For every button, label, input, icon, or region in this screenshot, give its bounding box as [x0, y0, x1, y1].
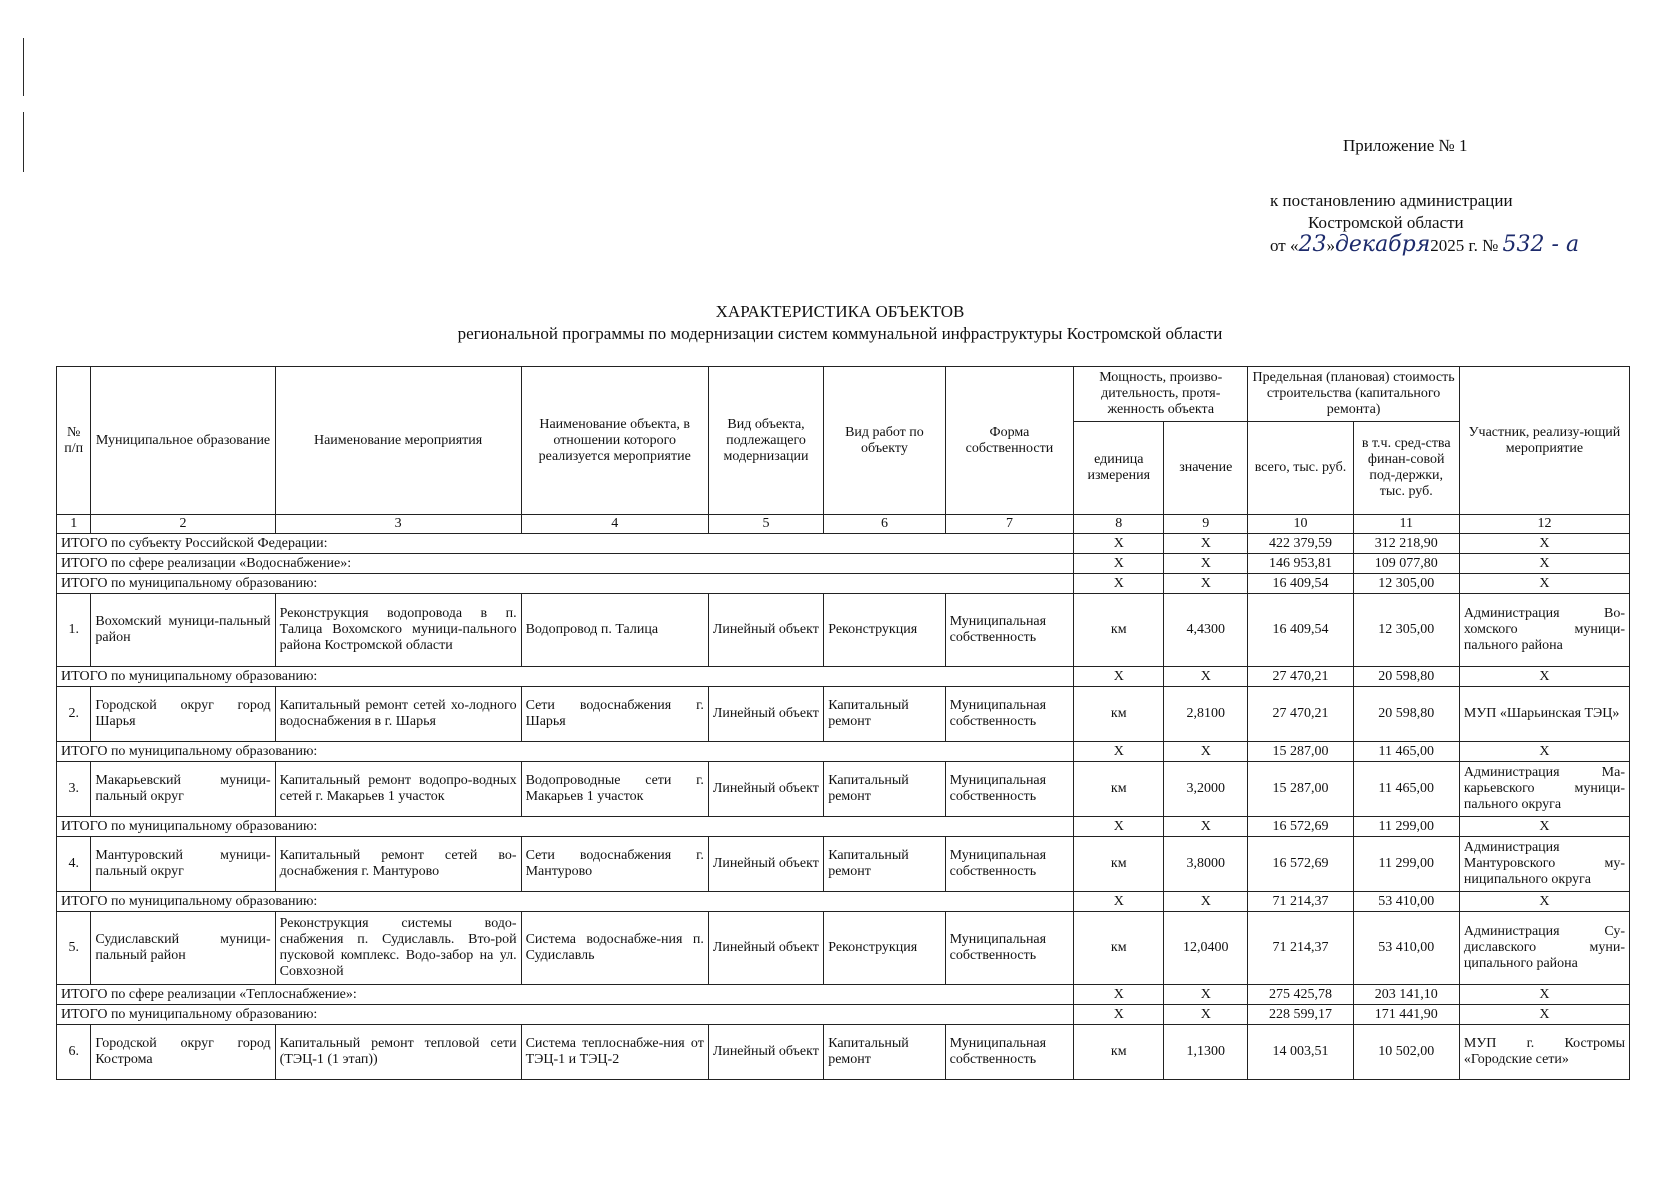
header-measure: Наименование мероприятия	[275, 367, 521, 515]
total-unit: X	[1074, 985, 1164, 1005]
unit-cell: км	[1074, 912, 1164, 985]
object-row	[57, 762, 1630, 817]
subtotal-row	[57, 667, 1630, 687]
total-support: 171 441,90	[1353, 1005, 1459, 1025]
participant-cell: МУП «Шарьинская ТЭЦ»	[1459, 687, 1629, 742]
measure-cell: Капитальный ремонт сетей во-доснабжения г. Мантурово	[275, 837, 521, 892]
unit-cell: км	[1074, 1025, 1164, 1080]
total-label: ИТОГО по муниципальному образованию:	[57, 667, 1074, 687]
total-value: X	[1164, 534, 1248, 554]
header-cost-group: Предельная (плановая) стоимость строительства (капитального ремонта)	[1248, 367, 1460, 422]
total-sum: 16 409,54	[1248, 574, 1353, 594]
column-number: 2	[91, 515, 275, 534]
object-type-cell: Линейный объект	[708, 1025, 823, 1080]
header-num: № п/п	[57, 367, 91, 515]
total-sum: 275 425,78	[1248, 985, 1353, 1005]
total-unit: X	[1074, 574, 1164, 594]
total-value: X	[1164, 667, 1248, 687]
value-cell: 12,0400	[1164, 912, 1248, 985]
object-row	[57, 1025, 1630, 1080]
ownership-cell: Муниципальная собственность	[945, 762, 1074, 817]
total-sum: 146 953,81	[1248, 554, 1353, 574]
work-type-cell: Капитальный ремонт	[824, 762, 945, 817]
measure-cell: Капитальный ремонт водопро-водных сетей г. Макарьев 1 участок	[275, 762, 521, 817]
total-sum: 422 379,59	[1248, 534, 1353, 554]
total-participant: X	[1459, 574, 1629, 594]
decree-mid: »	[1326, 236, 1335, 255]
table-body	[57, 534, 1630, 1080]
support-cost-cell: 10 502,00	[1353, 1025, 1459, 1080]
decree-month: декабря	[1334, 232, 1431, 257]
object-type-cell: Линейный объект	[708, 837, 823, 892]
total-participant: X	[1459, 892, 1629, 912]
decree-line-1: к постановлению администрации	[1270, 191, 1513, 210]
ownership-cell: Муниципальная собственность	[945, 1025, 1074, 1080]
participant-cell: Администрация Ма-карьевского муници-пального округа	[1459, 762, 1629, 817]
total-value: X	[1164, 574, 1248, 594]
header-work-type: Вид работ по объекту	[824, 367, 945, 515]
total-participant: X	[1459, 534, 1629, 554]
measure-cell: Реконструкция системы водо-снабжения п. Судиславль. Вто-рой пусковой комплекс. Водо-забор на ул. Совхозной	[275, 912, 521, 985]
object-name-cell: Сети водоснабжения г. Мантурово	[521, 837, 708, 892]
work-type-cell: Капитальный ремонт	[824, 837, 945, 892]
municipality-cell: Городской округ город Кострома	[91, 1025, 275, 1080]
column-number: 12	[1459, 515, 1629, 534]
value-cell: 3,2000	[1164, 762, 1248, 817]
total-label: ИТОГО по сфере реализации «Теплоснабжение»:	[57, 985, 1074, 1005]
object-row	[57, 912, 1630, 985]
support-cost-cell: 11 299,00	[1353, 837, 1459, 892]
header-support: в т.ч. сред-ства финан-совой под-держки, тыс. руб.	[1353, 422, 1459, 515]
total-participant: X	[1459, 985, 1629, 1005]
decree-prefix: от «	[1270, 236, 1299, 255]
total-support: 312 218,90	[1353, 534, 1459, 554]
subtotal-row	[57, 574, 1630, 594]
decree-reference	[1270, 190, 1579, 257]
decree-year: 2025 г. №	[1430, 236, 1499, 255]
total-support: 12 305,00	[1353, 574, 1459, 594]
participant-cell: Администрация Су-диславского муни-ципального района	[1459, 912, 1629, 985]
decree-line-3	[1270, 234, 1579, 257]
margin-rule-top	[23, 38, 24, 96]
decree-day: 23	[1298, 232, 1327, 257]
total-participant: X	[1459, 667, 1629, 687]
total-support: 109 077,80	[1353, 554, 1459, 574]
ownership-cell: Муниципальная собственность	[945, 837, 1074, 892]
value-cell: 1,1300	[1164, 1025, 1248, 1080]
total-cost-cell: 16 572,69	[1248, 837, 1353, 892]
appendix-title: Приложение № 1	[1343, 136, 1468, 155]
municipality-cell: Мантуровский муници-пальный округ	[91, 837, 275, 892]
column-number: 1	[57, 515, 91, 534]
total-sum: 71 214,37	[1248, 892, 1353, 912]
unit-cell: км	[1074, 687, 1164, 742]
support-cost-cell: 53 410,00	[1353, 912, 1459, 985]
total-cost-cell: 16 409,54	[1248, 594, 1353, 667]
column-number: 3	[275, 515, 521, 534]
total-participant: X	[1459, 1005, 1629, 1025]
total-value: X	[1164, 1005, 1248, 1025]
total-cost-cell: 27 470,21	[1248, 687, 1353, 742]
work-type-cell: Реконструкция	[824, 594, 945, 667]
column-number: 7	[945, 515, 1074, 534]
total-support: 53 410,00	[1353, 892, 1459, 912]
subtotal-row	[57, 817, 1630, 837]
object-name-cell: Сети водоснабжения г. Шарья	[521, 687, 708, 742]
subtotal-row	[57, 1005, 1630, 1025]
column-number: 8	[1074, 515, 1164, 534]
header-capacity-group: Мощность, произво-дительность, протя-женность объекта	[1074, 367, 1248, 422]
margin-rule-mid	[23, 112, 24, 172]
object-name-cell: Система теплоснабже-ния от ТЭЦ-1 и ТЭЦ-2	[521, 1025, 708, 1080]
total-label: ИТОГО по сфере реализации «Водоснабжение»:	[57, 554, 1074, 574]
value-cell: 3,8000	[1164, 837, 1248, 892]
total-label: ИТОГО по муниципальному образованию:	[57, 817, 1074, 837]
subtotal-row	[57, 742, 1630, 762]
ownership-cell: Муниципальная собственность	[945, 912, 1074, 985]
column-number-row	[57, 515, 1630, 534]
object-name-cell: Водопровод п. Талица	[521, 594, 708, 667]
total-participant: X	[1459, 554, 1629, 574]
header-unit: единица измерения	[1074, 422, 1164, 515]
row-number: 1.	[57, 594, 91, 667]
object-name-cell: Водопроводные сети г. Макарьев 1 участок	[521, 762, 708, 817]
total-label: ИТОГО по муниципальному образованию:	[57, 574, 1074, 594]
unit-cell: км	[1074, 762, 1164, 817]
work-type-cell: Капитальный ремонт	[824, 687, 945, 742]
total-label: ИТОГО по муниципальному образованию:	[57, 742, 1074, 762]
support-cost-cell: 20 598,80	[1353, 687, 1459, 742]
value-cell: 2,8100	[1164, 687, 1248, 742]
total-unit: X	[1074, 667, 1164, 687]
column-number: 10	[1248, 515, 1353, 534]
object-type-cell: Линейный объект	[708, 762, 823, 817]
header-object-name: Наименование объекта, в отношении которого реализуется мероприятие	[521, 367, 708, 515]
measure-cell: Капитальный ремонт сетей хо-лодного водоснабжения в г. Шарья	[275, 687, 521, 742]
decree-number: 532 - а	[1502, 232, 1580, 257]
participant-cell: Администрация Мантуровского му-ниципального округа	[1459, 837, 1629, 892]
object-type-cell: Линейный объект	[708, 594, 823, 667]
value-cell: 4,4300	[1164, 594, 1248, 667]
ownership-cell: Муниципальная собственность	[945, 594, 1074, 667]
decree-line-2: Костромской области	[1308, 213, 1464, 232]
table-header	[57, 367, 1630, 534]
row-number: 3.	[57, 762, 91, 817]
column-number: 6	[824, 515, 945, 534]
object-name-cell: Система водоснабже-ния п. Судиславль	[521, 912, 708, 985]
participant-cell: МУП г. Костромы «Городские сети»	[1459, 1025, 1629, 1080]
measure-cell: Реконструкция водопровода в п. Талица Вохомского муници-пального района Костромской области	[275, 594, 521, 667]
total-value: X	[1164, 985, 1248, 1005]
total-sum: 27 470,21	[1248, 667, 1353, 687]
document-title: ХАРАКТЕРИСТИКА ОБЪЕКТОВ	[715, 302, 965, 321]
municipality-cell: Судиславский муници-пальный район	[91, 912, 275, 985]
subtotal-row	[57, 554, 1630, 574]
total-cost-cell: 71 214,37	[1248, 912, 1353, 985]
municipality-cell: Вохомский муници-пальный район	[91, 594, 275, 667]
participant-cell: Администрация Во-хомского муници-пального района	[1459, 594, 1629, 667]
row-number: 5.	[57, 912, 91, 985]
document-subtitle: региональной программы по модернизации систем коммунальной инфраструктуры Костромской области	[457, 324, 1223, 343]
total-cost-cell: 15 287,00	[1248, 762, 1353, 817]
objects-table	[56, 366, 1630, 1080]
row-number: 6.	[57, 1025, 91, 1080]
total-unit: X	[1074, 817, 1164, 837]
column-number: 11	[1353, 515, 1459, 534]
municipality-cell: Городской округ город Шарья	[91, 687, 275, 742]
total-unit: X	[1074, 1005, 1164, 1025]
object-row	[57, 687, 1630, 742]
column-number: 5	[708, 515, 823, 534]
total-label: ИТОГО по муниципальному образованию:	[57, 1005, 1074, 1025]
header-municipality: Муниципальное образование	[91, 367, 275, 515]
total-unit: X	[1074, 892, 1164, 912]
header-value: значение	[1164, 422, 1248, 515]
support-cost-cell: 11 465,00	[1353, 762, 1459, 817]
total-label: ИТОГО по субъекту Российской Федерации:	[57, 534, 1074, 554]
total-unit: X	[1074, 742, 1164, 762]
total-support: 20 598,80	[1353, 667, 1459, 687]
total-sum: 15 287,00	[1248, 742, 1353, 762]
support-cost-cell: 12 305,00	[1353, 594, 1459, 667]
subtotal-row	[57, 534, 1630, 554]
subtotal-row	[57, 985, 1630, 1005]
total-support: 11 299,00	[1353, 817, 1459, 837]
work-type-cell: Реконструкция	[824, 912, 945, 985]
unit-cell: км	[1074, 837, 1164, 892]
total-value: X	[1164, 554, 1248, 574]
header-ownership: Форма собственности	[945, 367, 1074, 515]
object-row	[57, 837, 1630, 892]
municipality-cell: Макарьевский муници-пальный округ	[91, 762, 275, 817]
object-type-cell: Линейный объект	[708, 912, 823, 985]
total-cost-cell: 14 003,51	[1248, 1025, 1353, 1080]
header-participant: Участник, реализу-ющий мероприятие	[1459, 367, 1629, 515]
header-object-type: Вид объекта, подлежащего модернизации	[708, 367, 823, 515]
work-type-cell: Капитальный ремонт	[824, 1025, 945, 1080]
total-value: X	[1164, 742, 1248, 762]
total-participant: X	[1459, 817, 1629, 837]
object-type-cell: Линейный объект	[708, 687, 823, 742]
total-participant: X	[1459, 742, 1629, 762]
total-unit: X	[1074, 554, 1164, 574]
total-support: 203 141,10	[1353, 985, 1459, 1005]
total-value: X	[1164, 892, 1248, 912]
unit-cell: км	[1074, 594, 1164, 667]
row-number: 4.	[57, 837, 91, 892]
ownership-cell: Муниципальная собственность	[945, 687, 1074, 742]
measure-cell: Капитальный ремонт тепловой сети (ТЭЦ-1 (1 этап))	[275, 1025, 521, 1080]
total-unit: X	[1074, 534, 1164, 554]
column-number: 9	[1164, 515, 1248, 534]
total-label: ИТОГО по муниципальному образованию:	[57, 892, 1074, 912]
total-sum: 16 572,69	[1248, 817, 1353, 837]
total-support: 11 465,00	[1353, 742, 1459, 762]
header-total: всего, тыс. руб.	[1248, 422, 1353, 515]
total-value: X	[1164, 817, 1248, 837]
total-sum: 228 599,17	[1248, 1005, 1353, 1025]
subtotal-row	[57, 892, 1630, 912]
row-number: 2.	[57, 687, 91, 742]
object-row	[57, 594, 1630, 667]
column-number: 4	[521, 515, 708, 534]
